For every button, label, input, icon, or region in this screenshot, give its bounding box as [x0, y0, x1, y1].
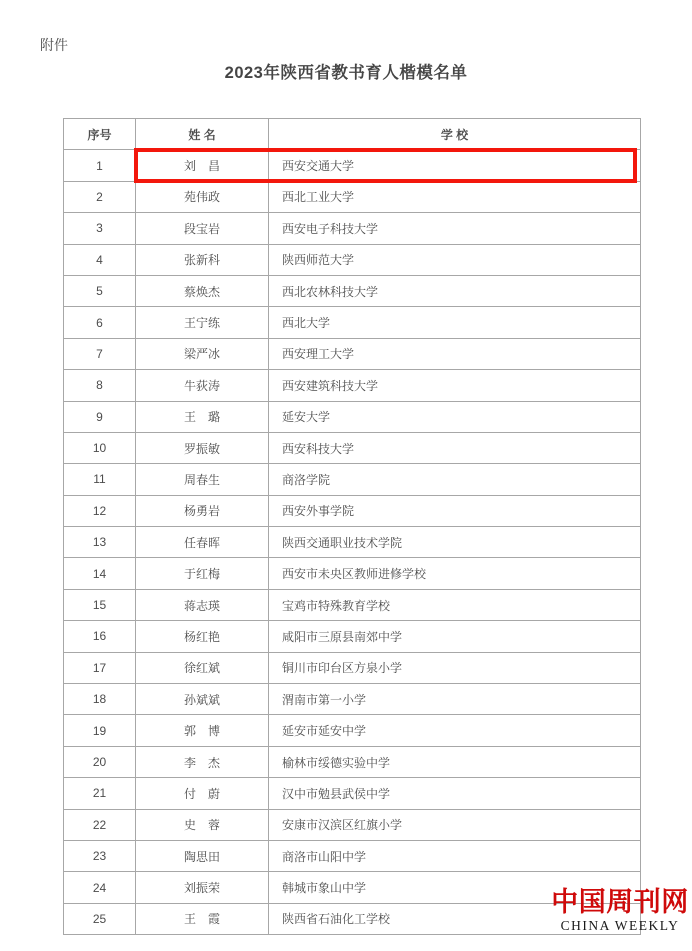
row-number: 20 — [64, 746, 136, 777]
table-row — [64, 401, 641, 432]
person-name: 孙斌斌 — [136, 684, 269, 715]
school-name: 西北工业大学 — [269, 181, 641, 212]
row-number: 8 — [64, 370, 136, 401]
table-row — [64, 778, 641, 809]
row-number: 15 — [64, 589, 136, 620]
table-row — [64, 495, 641, 526]
school-name: 西安外事学院 — [269, 495, 641, 526]
person-name: 张新科 — [136, 244, 269, 275]
table-row — [64, 370, 641, 401]
school-name: 西安电子科技大学 — [269, 213, 641, 244]
person-name: 李 杰 — [136, 746, 269, 777]
school-name: 宝鸡市特殊教育学校 — [269, 589, 641, 620]
person-name: 蒋志瑛 — [136, 589, 269, 620]
person-name: 王 霞 — [136, 903, 269, 934]
table-row — [64, 307, 641, 338]
school-name: 西安市未央区教师进修学校 — [269, 558, 641, 589]
row-number: 1 — [64, 150, 136, 181]
table-row — [64, 527, 641, 558]
school-name: 咸阳市三原县南郊中学 — [269, 621, 641, 652]
row-number: 17 — [64, 652, 136, 683]
person-name: 付 蔚 — [136, 778, 269, 809]
table-body — [64, 150, 641, 935]
page-title: 2023年陕西省教书育人楷模名单 — [224, 64, 468, 82]
person-name: 杨红艳 — [136, 621, 269, 652]
person-name: 刘 昌 — [136, 150, 269, 181]
school-name: 商洛市山阳中学 — [269, 840, 641, 871]
table-row — [64, 181, 641, 212]
school-name: 西安建筑科技大学 — [269, 370, 641, 401]
table-row — [64, 684, 641, 715]
person-name: 于红梅 — [136, 558, 269, 589]
table-row — [64, 244, 641, 275]
school-name: 榆林市绥德实验中学 — [269, 746, 641, 777]
school-name: 陕西省石油化工学校 — [269, 903, 641, 934]
person-name: 史 蓉 — [136, 809, 269, 840]
person-name: 段宝岩 — [136, 213, 269, 244]
school-name: 西安理工大学 — [269, 338, 641, 369]
roster-table — [63, 118, 641, 935]
watermark — [548, 889, 692, 933]
school-name: 延安市延安中学 — [269, 715, 641, 746]
row-number: 5 — [64, 275, 136, 306]
watermark-chinese-text: 中国周刊网 — [551, 887, 689, 917]
row-number: 11 — [64, 464, 136, 495]
table-row — [64, 621, 641, 652]
person-name: 蔡焕杰 — [136, 275, 269, 306]
school-name: 西北农林科技大学 — [269, 275, 641, 306]
row-number: 24 — [64, 872, 136, 903]
table-row — [64, 275, 641, 306]
school-name: 铜川市印台区方泉小学 — [269, 652, 641, 683]
person-name: 郭 博 — [136, 715, 269, 746]
table-row — [64, 464, 641, 495]
school-name: 西安交通大学 — [269, 150, 641, 181]
row-number: 18 — [64, 684, 136, 715]
school-name: 汉中市勉县武侯中学 — [269, 778, 641, 809]
table-row — [64, 213, 641, 244]
row-number: 9 — [64, 401, 136, 432]
person-name: 王宁练 — [136, 307, 269, 338]
row-number: 14 — [64, 558, 136, 589]
person-name: 牛荻涛 — [136, 370, 269, 401]
row-number: 21 — [64, 778, 136, 809]
table-row — [64, 558, 641, 589]
table-row — [64, 338, 641, 369]
row-number: 10 — [64, 432, 136, 463]
table-row — [64, 150, 641, 181]
school-name: 商洛学院 — [269, 464, 641, 495]
table-row — [64, 809, 641, 840]
row-number: 2 — [64, 181, 136, 212]
school-name: 西北大学 — [269, 307, 641, 338]
row-number: 6 — [64, 307, 136, 338]
row-number: 4 — [64, 244, 136, 275]
row-number: 19 — [64, 715, 136, 746]
school-name: 西安科技大学 — [269, 432, 641, 463]
person-name: 苑伟政 — [136, 181, 269, 212]
school-name: 陕西师范大学 — [269, 244, 641, 275]
row-number: 13 — [64, 527, 136, 558]
row-number: 23 — [64, 840, 136, 871]
row-number: 7 — [64, 338, 136, 369]
header-row — [64, 119, 641, 150]
school-name: 陕西交通职业技术学院 — [269, 527, 641, 558]
watermark-english-text: CHINA WEEKLY — [560, 918, 680, 933]
row-number: 22 — [64, 809, 136, 840]
row-number: 12 — [64, 495, 136, 526]
column-header-number: 序号 — [64, 119, 136, 150]
table-row — [64, 746, 641, 777]
person-name: 陶思田 — [136, 840, 269, 871]
person-name: 罗振敏 — [136, 432, 269, 463]
row-number: 3 — [64, 213, 136, 244]
school-name: 渭南市第一小学 — [269, 684, 641, 715]
school-name: 延安大学 — [269, 401, 641, 432]
school-name: 安康市汉滨区红旗小学 — [269, 809, 641, 840]
person-name: 杨勇岩 — [136, 495, 269, 526]
table-row — [64, 432, 641, 463]
person-name: 徐红斌 — [136, 652, 269, 683]
person-name: 王 璐 — [136, 401, 269, 432]
person-name: 梁严冰 — [136, 338, 269, 369]
school-name: 韩城市象山中学 — [269, 872, 641, 903]
table-row — [64, 652, 641, 683]
row-number: 16 — [64, 621, 136, 652]
attachment-label: 附件 — [40, 37, 68, 53]
person-name: 周春生 — [136, 464, 269, 495]
column-header-school: 学 校 — [269, 119, 641, 150]
table-row — [64, 840, 641, 871]
table-header — [64, 119, 641, 150]
table-row — [64, 715, 641, 746]
column-header-name: 姓 名 — [136, 119, 269, 150]
row-number: 25 — [64, 903, 136, 934]
person-name: 刘振荣 — [136, 872, 269, 903]
table-row — [64, 589, 641, 620]
person-name: 任春晖 — [136, 527, 269, 558]
